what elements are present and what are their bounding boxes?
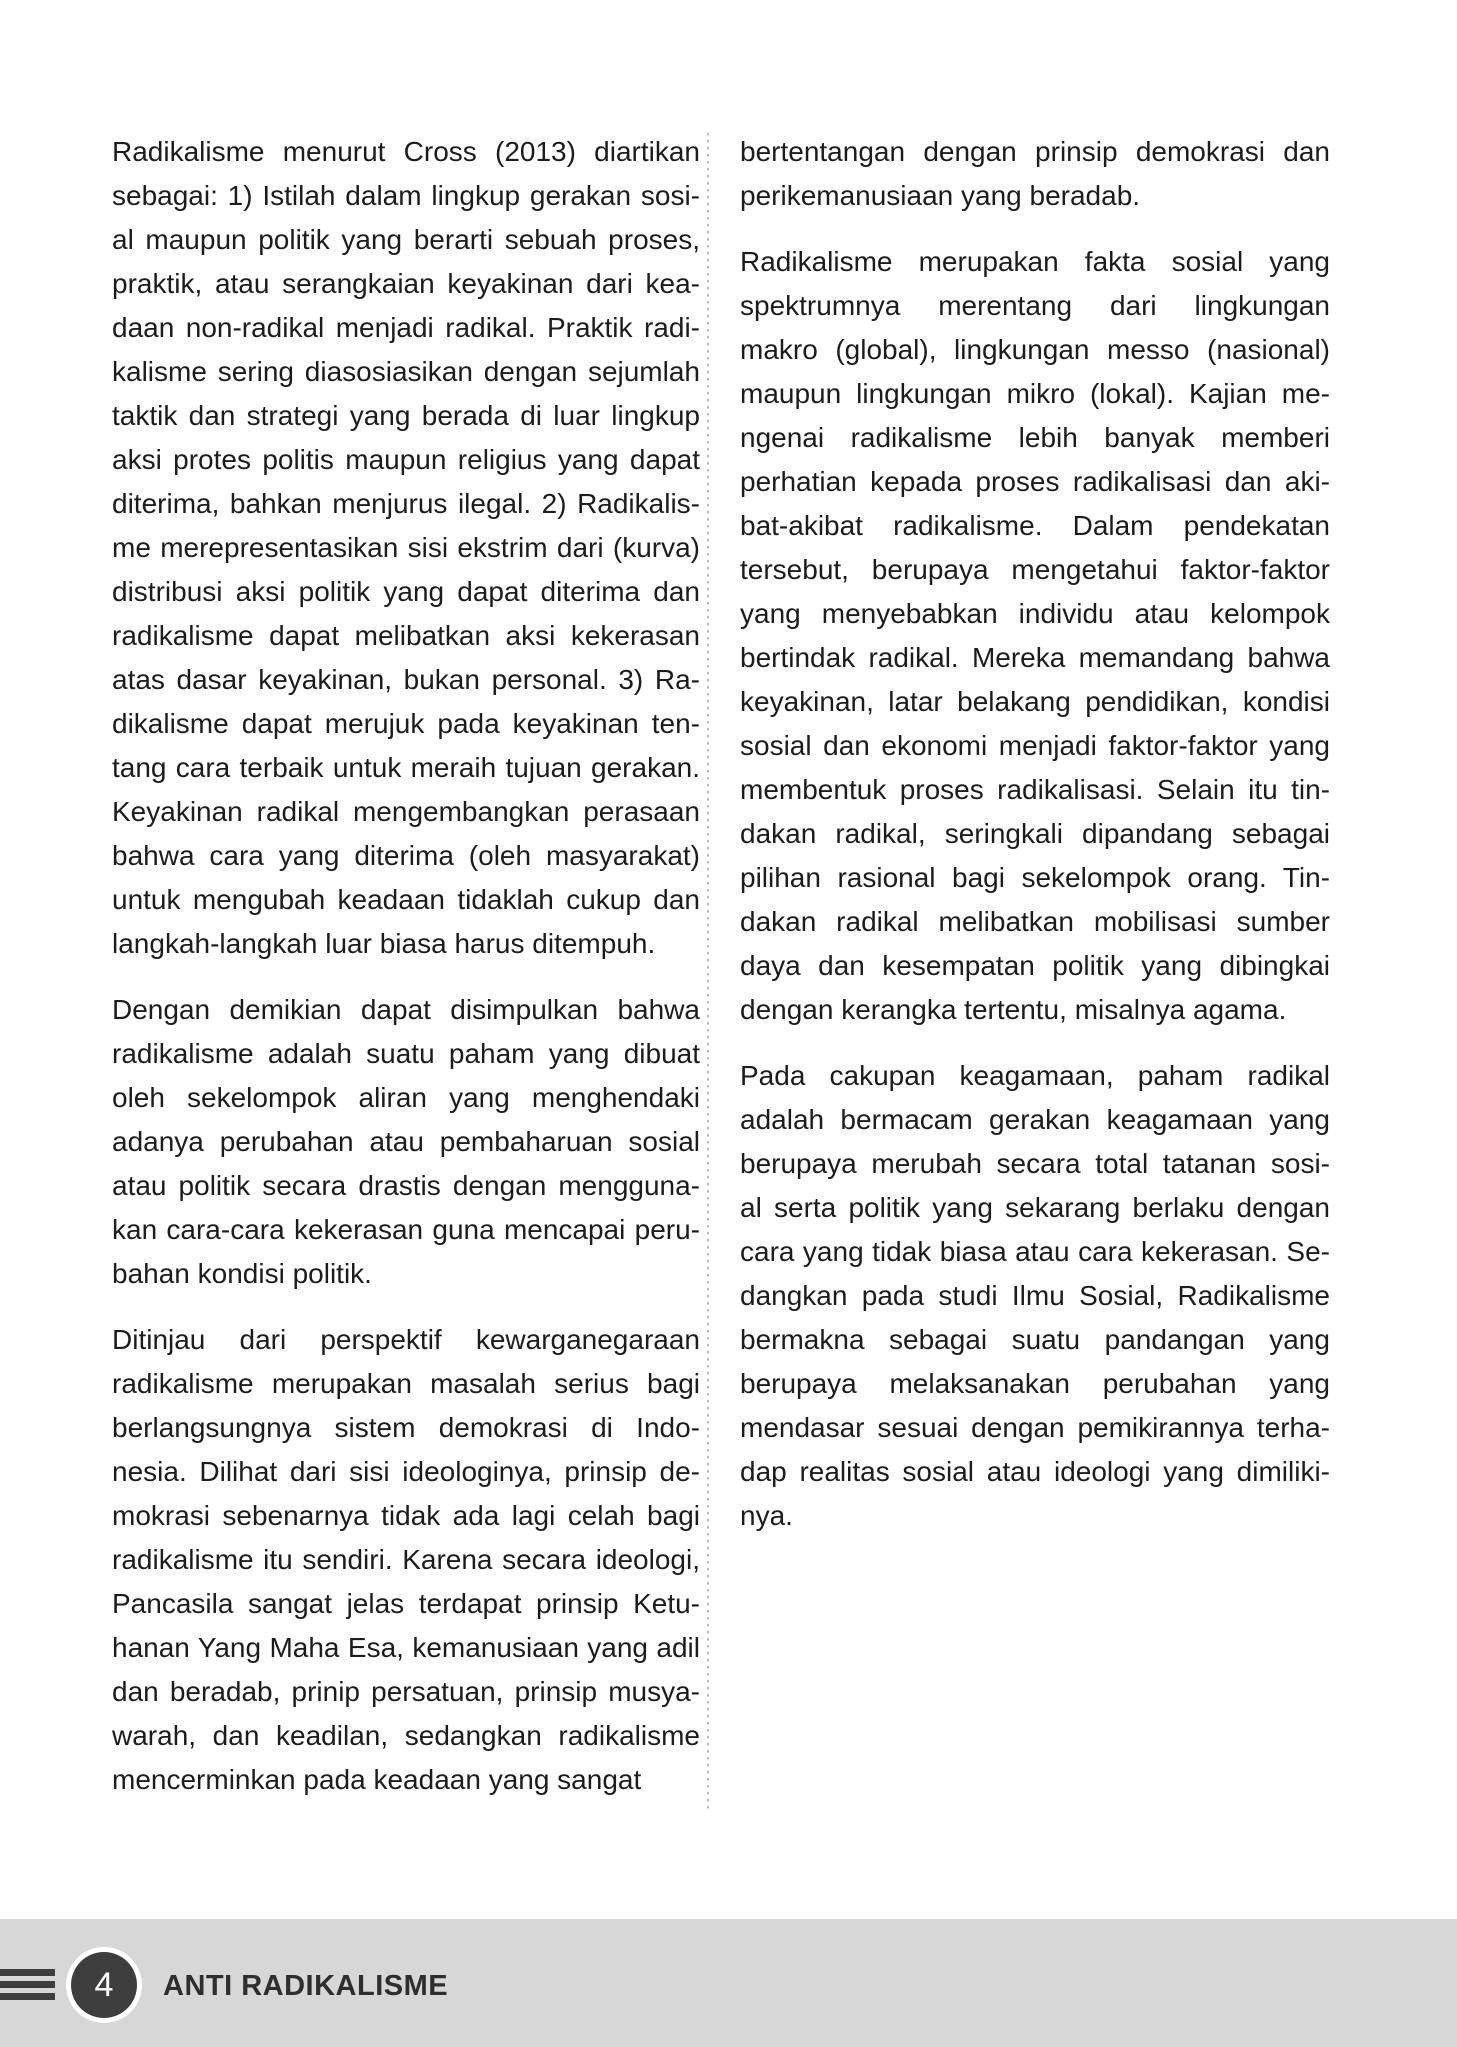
text-line: pilihan rasional bagi sekelompok orang. Tin-	[740, 862, 1330, 893]
text-line: adalah bermacam gerakan keagamaan yang	[740, 1104, 1330, 1135]
text-line: berupaya melaksanakan perubahan yang	[740, 1368, 1330, 1399]
text-line: berupaya merubah secara total tatanan sosi-	[740, 1148, 1330, 1179]
text-line: Radikalisme merupakan fakta sosial yang	[740, 246, 1330, 277]
text-line: radikalisme merupakan masalah serius bagi	[112, 1368, 700, 1399]
page-number: 4	[94, 1965, 114, 2004]
text-line: daya dan kesempatan politik yang dibingkai	[740, 950, 1330, 981]
text-line: yang menyebabkan individu atau kelompok	[740, 598, 1330, 629]
text-line: sosial dan ekonomi menjadi faktor-faktor yang	[740, 730, 1330, 761]
text-line: atas dasar keyakinan, bukan personal. 3) Ra-	[112, 664, 700, 695]
text-line: perikemanusiaan yang beradab.	[740, 180, 1141, 211]
text-line: perhatian kepada proses radikalisasi dan aki-	[740, 466, 1330, 497]
text-line: warah, dan keadilan, sedangkan radikalisme	[112, 1720, 700, 1751]
text-line: makro (global), lingkungan messo (nasional)	[740, 334, 1330, 365]
text-line: al maupun politik yang berarti sebuah proses,	[112, 224, 700, 255]
text-line: ngenai radikalisme lebih banyak memberi	[740, 422, 1330, 453]
text-line: mendasar sesuai dengan pemikirannya terha-	[740, 1412, 1330, 1443]
text-line: keyakinan, latar belakang pendidikan, kondisi	[740, 686, 1330, 717]
text-line: mencerminkan pada keadaan yang sangat	[112, 1764, 642, 1795]
text-line: dikalisme dapat merujuk pada keyakinan ten-	[112, 708, 700, 739]
text-line: maupun lingkungan mikro (lokal). Kajian me-	[740, 378, 1330, 409]
text-line: dap realitas sosial atau ideologi yang dimiliki-	[740, 1456, 1330, 1487]
text-line: distribusi aksi politik yang dapat diterima dan	[112, 576, 700, 607]
text-line: praktik, atau serangkaian keyakinan dari kea-	[112, 268, 700, 299]
text-line: bahan kondisi politik.	[112, 1258, 372, 1289]
text-line: radikalisme itu sendiri. Karena secara ideologi,	[112, 1544, 700, 1575]
text-line: mokrasi sebenarnya tidak ada lagi celah bagi	[112, 1500, 700, 1531]
text-line: adanya perubahan atau pembaharuan sosial	[112, 1126, 700, 1157]
text-line: tersebut, berupaya mengetahui faktor-faktor	[740, 554, 1330, 585]
text-line: Pada cakupan keagamaan, paham radikal	[740, 1060, 1330, 1091]
paragraph	[112, 130, 700, 966]
book-title: ANTI RADIKALISME	[163, 1970, 449, 2002]
text-line: dan beradab, prinip persatuan, prinsip musya-	[112, 1676, 700, 1707]
text-line: taktik dan strategi yang berada di luar lingkup	[112, 400, 700, 431]
text-line: me merepresentasikan sisi ekstrim dari (kurva)	[112, 532, 700, 563]
paragraph	[740, 130, 1330, 218]
text-line: cara yang tidak biasa atau cara kekerasan. Se-	[740, 1236, 1330, 1267]
text-line: bermakna sebagai suatu pandangan yang	[740, 1324, 1330, 1355]
text-line: atau politik secara drastis dengan mengguna-	[112, 1170, 700, 1201]
text-line: untuk mengubah keadaan tidaklah cukup dan	[112, 884, 700, 915]
paragraph	[112, 1318, 700, 1802]
text-line: radikalisme adalah suatu paham yang dibuat	[112, 1038, 700, 1069]
paragraph	[740, 1054, 1330, 1538]
text-line: Keyakinan radikal mengembangkan perasaan	[112, 796, 700, 827]
text-line: Pancasila sangat jelas terdapat prinsip Ketu-	[112, 1588, 700, 1619]
text-line: bat-akibat radikalisme. Dalam pendekatan	[740, 510, 1330, 541]
text-line: diterima, bahkan menjurus ilegal. 2) Radikalis-	[112, 488, 700, 519]
text-line: langkah-langkah luar biasa harus ditempuh.	[112, 928, 656, 959]
text-line: aksi protes politis maupun religius yang dapat	[112, 444, 700, 475]
paragraph	[740, 240, 1330, 1032]
page-number-badge	[66, 1947, 142, 2023]
text-line: dakan radikal, seringkali dipandang sebagai	[740, 818, 1330, 849]
text-line: tang cara terbaik untuk meraih tujuan gerakan.	[112, 752, 700, 783]
text-line: Dengan demikian dapat disimpulkan bahwa	[112, 994, 700, 1025]
text-line: berlangsungnya sistem demokrasi di Indo-	[112, 1412, 700, 1443]
text-line: dengan kerangka tertentu, misalnya agama.	[740, 994, 1287, 1025]
text-line: al serta politik yang sekarang berlaku dengan	[740, 1192, 1330, 1223]
text-line: radikalisme dapat melibatkan aksi kekerasan	[112, 620, 700, 651]
text-line: Ditinjau dari perspektif kewarganegaraan	[112, 1324, 700, 1355]
column-divider-dotted	[707, 133, 709, 1813]
paragraph	[112, 988, 700, 1296]
text-line: nesia. Dilihat dari sisi ideologinya, prinsip de-	[112, 1456, 700, 1487]
text-line: dakan radikal melibatkan mobilisasi sumber	[740, 906, 1330, 937]
text-line: bahwa cara yang diterima (oleh masyarakat)	[112, 840, 700, 871]
text-line: membentuk proses radikalisasi. Selain itu tin-	[740, 774, 1330, 805]
text-line: kan cara-cara kekerasan guna mencapai peru-	[112, 1214, 700, 1245]
text-line: dangkan pada studi Ilmu Sosial, Radikalisme	[740, 1280, 1330, 1311]
text-line: hanan Yang Maha Esa, kemanusiaan yang adil	[112, 1632, 700, 1663]
text-line: spektrumnya merentang dari lingkungan	[740, 290, 1330, 321]
text-line: Radikalisme menurut Cross (2013) diartikan	[112, 136, 700, 167]
text-line: nya.	[740, 1500, 793, 1531]
stripes-icon	[0, 1969, 55, 2000]
text-line: oleh sekelompok aliran yang menghendaki	[112, 1082, 700, 1113]
text-column-right	[740, 130, 1330, 1560]
text-column-left	[112, 130, 700, 1824]
text-line: sebagai: 1) Istilah dalam lingkup gerakan sosi-	[112, 180, 700, 211]
text-line: bertentangan dengan prinsip demokrasi dan	[740, 136, 1330, 167]
text-line: bertindak radikal. Mereka memandang bahwa	[740, 642, 1330, 673]
text-line: kalisme sering diasosiasikan dengan sejumlah	[112, 356, 700, 387]
text-line: daan non-radikal menjadi radikal. Praktik radi-	[112, 312, 700, 343]
